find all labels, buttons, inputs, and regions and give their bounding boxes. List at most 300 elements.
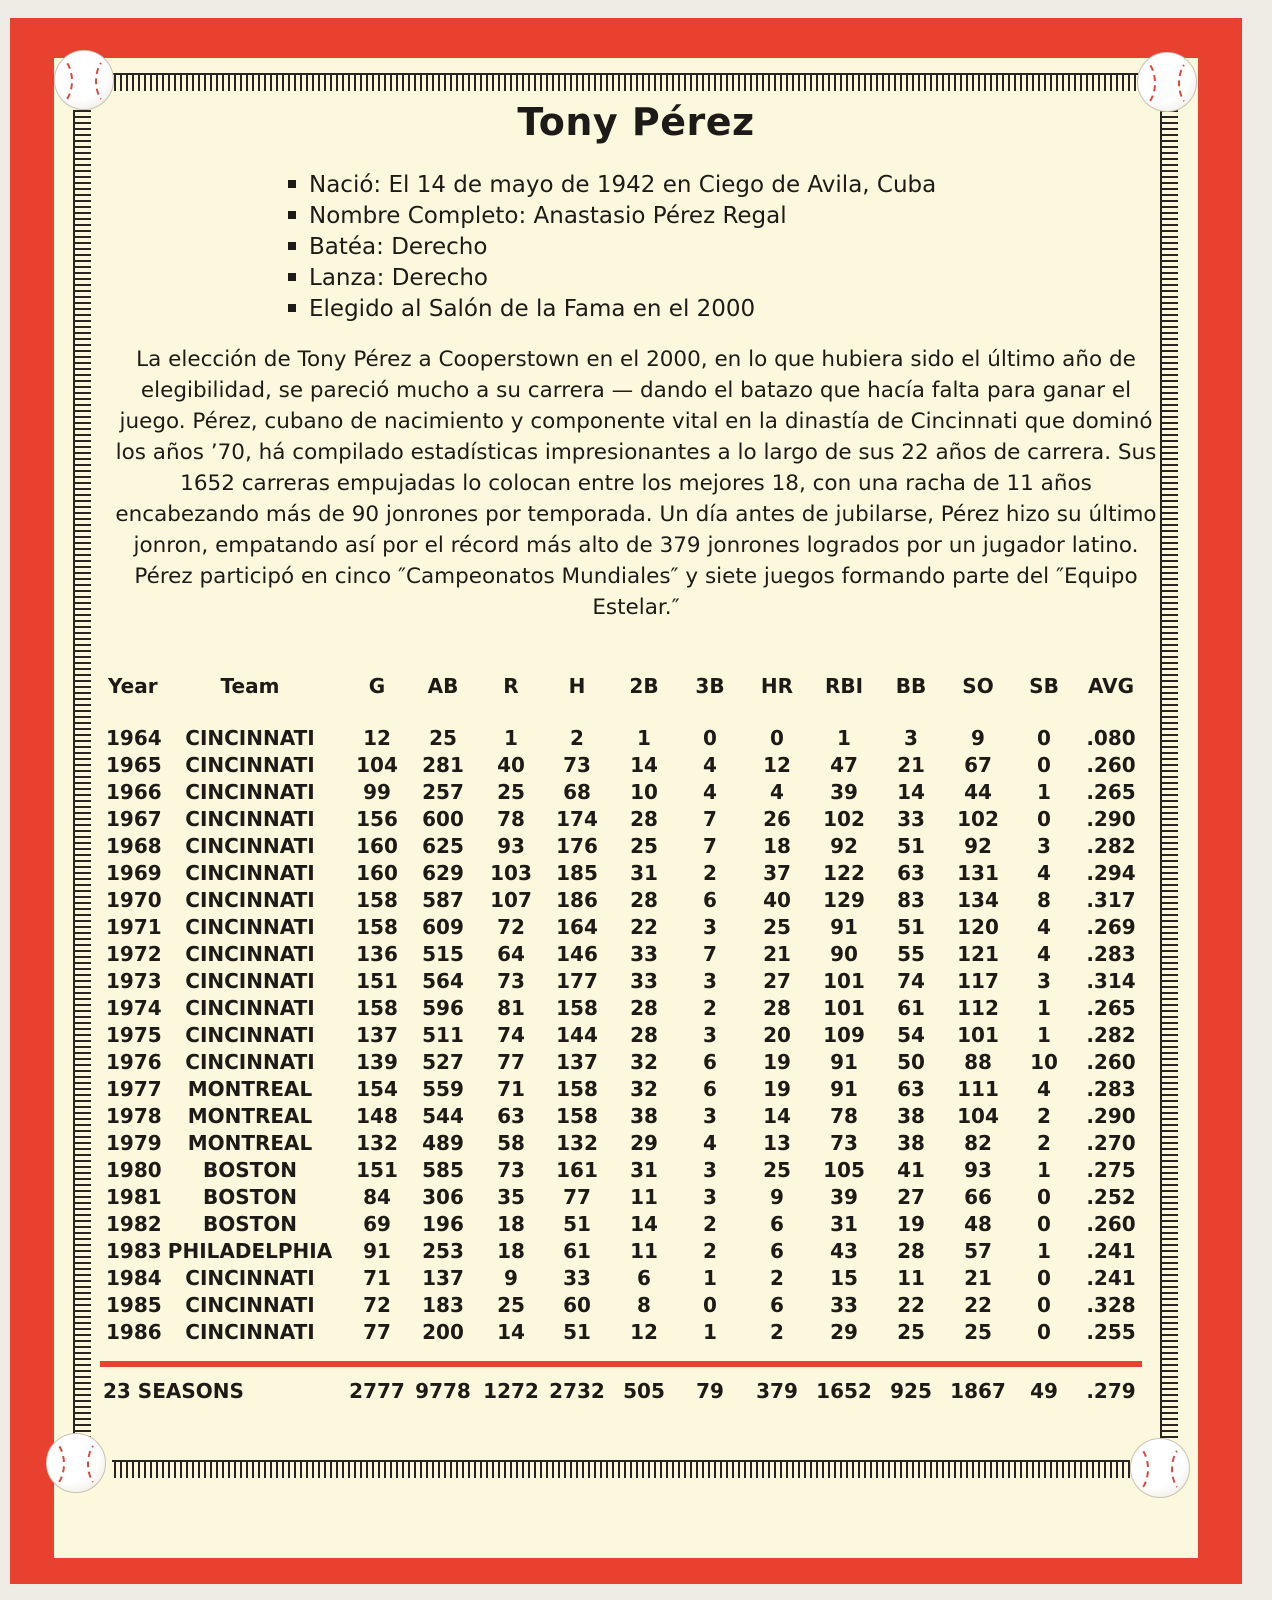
- table-cell: H: [568, 674, 586, 698]
- table-cell: 61: [897, 996, 925, 1020]
- table-cell: 158: [556, 996, 598, 1020]
- table-cell: 505: [623, 1379, 665, 1403]
- table-cell: 0: [703, 726, 717, 750]
- table-cell: 1986: [106, 1320, 162, 1344]
- table-cell: 71: [497, 1077, 525, 1101]
- table-cell: CINCINNATI: [185, 753, 315, 777]
- table-row: [0, 1050, 1272, 1074]
- table-cell: 1966: [106, 780, 162, 804]
- table-cell: 6: [770, 1239, 784, 1263]
- table-header: [0, 674, 1272, 698]
- table-cell: 6: [703, 1077, 717, 1101]
- table-cell: 14: [630, 753, 658, 777]
- table-cell: 28: [630, 888, 658, 912]
- table-cell: .241: [1086, 1239, 1136, 1263]
- table-row: [0, 1104, 1272, 1128]
- table-cell: 8: [1037, 888, 1051, 912]
- table-cell: 3: [703, 1185, 717, 1209]
- table-cell: 253: [422, 1239, 464, 1263]
- table-cell: 33: [563, 1266, 591, 1290]
- table-cell: 6: [637, 1266, 651, 1290]
- table-row: [0, 780, 1272, 804]
- table-cell: BB: [895, 674, 927, 698]
- table-cell: 35: [497, 1185, 525, 1209]
- table-cell: 527: [422, 1050, 464, 1074]
- table-row: [0, 969, 1272, 993]
- table-row: [0, 942, 1272, 966]
- table-cell: 1972: [106, 942, 162, 966]
- fact-item: Nombre Completo: Anastasio Pérez Regal: [288, 201, 936, 232]
- table-cell: 14: [763, 1104, 791, 1128]
- table-cell: 54: [897, 1023, 925, 1047]
- table-cell: 1965: [106, 753, 162, 777]
- table-cell: .290: [1086, 1104, 1136, 1128]
- table-cell: 121: [957, 942, 999, 966]
- table-cell: CINCINNATI: [185, 861, 315, 885]
- table-cell: 14: [497, 1320, 525, 1344]
- table-cell: 47: [830, 753, 858, 777]
- table-cell: 91: [830, 1050, 858, 1074]
- table-cell: 489: [422, 1131, 464, 1155]
- table-cell: 31: [630, 861, 658, 885]
- table-cell: 25: [763, 915, 791, 939]
- table-cell: 1652: [816, 1379, 872, 1403]
- table-row: [0, 1185, 1272, 1209]
- table-row: [0, 1077, 1272, 1101]
- table-cell: 28: [763, 996, 791, 1020]
- table-cell: 19: [897, 1212, 925, 1236]
- table-cell: 151: [356, 1158, 398, 1182]
- table-cell: 137: [422, 1266, 464, 1290]
- table-cell: 78: [830, 1104, 858, 1128]
- table-cell: 93: [497, 834, 525, 858]
- table-cell: 6: [703, 888, 717, 912]
- stitch-bottom: [112, 1460, 1130, 1478]
- table-cell: 25: [897, 1320, 925, 1344]
- table-cell: 1968: [106, 834, 162, 858]
- table-cell: 3: [703, 1023, 717, 1047]
- table-cell: SO: [962, 674, 994, 698]
- table-cell: 21: [897, 753, 925, 777]
- table-cell: 11: [630, 1185, 658, 1209]
- player-bio: La elección de Tony Pérez a Cooperstown en el 2000, en lo que hubiera sido el último año de elegibilidad, se pareció mucho a su carrera — dando el batazo que hacía falta para ganar el juego. Pérez, cubano de nacimiento y componente vital en la dinastía de Cincinnati que dominó los años ’70, há compilado estadísticas impresionantes a lo largo de sus 22 años de carrera. Sus 1652 carreras empujadas lo colocan entre los mejores 18, con una racha de 11 años encabezando más de 90 jonrones por temporada. Un día antes de jubilarse, Pérez hizo su último jonron, empatando así por el récord más alto de 379 jonrones logrados por un jugador latino. Pérez participó en cinco ″Campeonatos Mundiales″ y siete juegos formando parte del ″Equipo Estelar.″: [115, 347, 1157, 620]
- table-cell: 51: [897, 834, 925, 858]
- table-cell: 2: [570, 726, 584, 750]
- table-row: [0, 915, 1272, 939]
- table-cell: CINCINNATI: [185, 807, 315, 831]
- table-cell: 7: [703, 834, 717, 858]
- totals-divider: [100, 1361, 1142, 1367]
- table-cell: 82: [964, 1131, 992, 1155]
- table-cell: CINCINNATI: [185, 1266, 315, 1290]
- table-row: [0, 1320, 1272, 1344]
- table-cell: 144: [556, 1023, 598, 1047]
- table-cell: 544: [422, 1104, 464, 1128]
- table-cell: 88: [964, 1050, 992, 1074]
- table-cell: .314: [1086, 969, 1136, 993]
- fact-item: Nació: El 14 de mayo de 1942 en Ciego de Avila, Cuba: [288, 170, 936, 201]
- table-cell: CINCINNATI: [185, 942, 315, 966]
- table-cell: 174: [556, 807, 598, 831]
- table-row: [0, 807, 1272, 831]
- table-cell: 158: [356, 996, 398, 1020]
- baseball-icon-bottom-left: [46, 1433, 106, 1493]
- table-cell: 107: [490, 888, 532, 912]
- table-cell: 0: [1037, 1266, 1051, 1290]
- table-cell: 51: [563, 1320, 591, 1344]
- table-cell: 306: [422, 1185, 464, 1209]
- table-cell: 1: [703, 1266, 717, 1290]
- table-cell: 29: [630, 1131, 658, 1155]
- table-row: [0, 1239, 1272, 1263]
- table-cell: 10: [1030, 1050, 1058, 1074]
- table-cell: 1: [504, 726, 518, 750]
- table-cell: .282: [1086, 1023, 1136, 1047]
- table-cell: 51: [563, 1212, 591, 1236]
- table-cell: 151: [356, 969, 398, 993]
- table-cell: .283: [1086, 1077, 1136, 1101]
- table-cell: .260: [1086, 753, 1136, 777]
- table-cell: 2: [770, 1320, 784, 1344]
- table-cell: 1867: [950, 1379, 1006, 1403]
- table-cell: 72: [497, 915, 525, 939]
- bullet-icon: [288, 242, 296, 250]
- table-cell: 33: [897, 807, 925, 831]
- table-cell: 1981: [106, 1185, 162, 1209]
- table-cell: 1: [1037, 1023, 1051, 1047]
- table-row: [0, 996, 1272, 1020]
- table-cell: 28: [630, 1023, 658, 1047]
- table-cell: 1: [1037, 996, 1051, 1020]
- table-cell: 137: [556, 1050, 598, 1074]
- table-row: [0, 834, 1272, 858]
- table-cell: 90: [830, 942, 858, 966]
- table-cell: R: [503, 674, 519, 698]
- table-cell: RBI: [824, 674, 864, 698]
- table-cell: 3: [703, 1158, 717, 1182]
- table-cell: 1: [1037, 1158, 1051, 1182]
- table-cell: 50: [897, 1050, 925, 1074]
- table-cell: 103: [490, 861, 532, 885]
- table-cell: 11: [630, 1239, 658, 1263]
- table-cell: 257: [422, 780, 464, 804]
- table-cell: 22: [964, 1293, 992, 1317]
- table-cell: 72: [363, 1293, 391, 1317]
- table-cell: 60: [563, 1293, 591, 1317]
- table-cell: 0: [770, 726, 784, 750]
- table-cell: 122: [823, 861, 865, 885]
- table-cell: 161: [556, 1158, 598, 1182]
- table-cell: 91: [363, 1239, 391, 1263]
- table-cell: 71: [363, 1266, 391, 1290]
- table-cell: 515: [422, 942, 464, 966]
- table-cell: 12: [363, 726, 391, 750]
- table-cell: 177: [556, 969, 598, 993]
- table-cell: 0: [1037, 1320, 1051, 1344]
- table-cell: 111: [957, 1077, 999, 1101]
- table-cell: .241: [1086, 1266, 1136, 1290]
- table-cell: BOSTON: [202, 1212, 298, 1236]
- table-cell: 79: [696, 1379, 724, 1403]
- table-cell: 102: [823, 807, 865, 831]
- table-cell: 18: [497, 1239, 525, 1263]
- table-cell: 3: [703, 915, 717, 939]
- table-cell: 19: [763, 1050, 791, 1074]
- table-cell: 33: [830, 1293, 858, 1317]
- table-cell: 63: [897, 1077, 925, 1101]
- table-cell: .265: [1086, 996, 1136, 1020]
- table-cell: 1971: [106, 915, 162, 939]
- table-cell: G: [368, 674, 386, 698]
- table-cell: Year: [108, 674, 158, 698]
- table-cell: 27: [763, 969, 791, 993]
- table-cell: 183: [422, 1293, 464, 1317]
- table-row: [0, 726, 1272, 750]
- table-cell: 11: [897, 1266, 925, 1290]
- table-cell: 0: [1037, 807, 1051, 831]
- table-cell: 22: [897, 1293, 925, 1317]
- table-cell: .260: [1086, 1212, 1136, 1236]
- table-cell: 1: [1037, 1239, 1051, 1263]
- table-cell: 101: [823, 969, 865, 993]
- table-cell: 6: [770, 1293, 784, 1317]
- table-cell: 3: [703, 969, 717, 993]
- table-cell: 9: [504, 1266, 518, 1290]
- table-cell: 31: [830, 1212, 858, 1236]
- table-cell: 4: [770, 780, 784, 804]
- table-cell: CINCINNATI: [185, 780, 315, 804]
- table-cell: .275: [1086, 1158, 1136, 1182]
- table-cell: 28: [630, 996, 658, 1020]
- table-cell: 7: [703, 942, 717, 966]
- table-cell: 91: [830, 915, 858, 939]
- table-cell: 44: [964, 780, 992, 804]
- table-cell: 33: [630, 942, 658, 966]
- table-cell: 6: [770, 1212, 784, 1236]
- table-cell: 61: [563, 1239, 591, 1263]
- bullet-icon: [288, 304, 296, 312]
- table-cell: 925: [890, 1379, 932, 1403]
- table-cell: 625: [422, 834, 464, 858]
- table-cell: BOSTON: [202, 1158, 298, 1182]
- table-cell: 32: [630, 1077, 658, 1101]
- table-cell: .265: [1086, 780, 1136, 804]
- table-cell: 2: [770, 1266, 784, 1290]
- table-cell: 4: [703, 753, 717, 777]
- table-cell: 4: [1037, 861, 1051, 885]
- table-cell: 1969: [106, 861, 162, 885]
- table-cell: .328: [1086, 1293, 1136, 1317]
- table-cell: 25: [964, 1320, 992, 1344]
- table-cell: 1: [1037, 780, 1051, 804]
- table-cell: 146: [556, 942, 598, 966]
- table-cell: 73: [830, 1131, 858, 1155]
- table-cell: 1: [637, 726, 651, 750]
- table-cell: 26: [763, 807, 791, 831]
- table-cell: 1964: [106, 726, 162, 750]
- table-cell: 137: [356, 1023, 398, 1047]
- table-cell: 1976: [106, 1050, 162, 1074]
- table-cell: CINCINNATI: [185, 996, 315, 1020]
- table-cell: 18: [763, 834, 791, 858]
- table-cell: 81: [497, 996, 525, 1020]
- table-cell: 196: [422, 1212, 464, 1236]
- table-cell: 77: [563, 1185, 591, 1209]
- table-cell: 101: [957, 1023, 999, 1047]
- table-cell: 131: [957, 861, 999, 885]
- table-cell: 83: [897, 888, 925, 912]
- table-cell: 132: [556, 1131, 598, 1155]
- table-cell: 31: [630, 1158, 658, 1182]
- table-cell: 6: [703, 1050, 717, 1074]
- baseball-icon-bottom-right: [1130, 1438, 1190, 1498]
- table-cell: 41: [897, 1158, 925, 1182]
- table-cell: 379: [756, 1379, 798, 1403]
- table-cell: 2: [703, 1212, 717, 1236]
- table-cell: 40: [497, 753, 525, 777]
- table-cell: 78: [497, 807, 525, 831]
- table-cell: 12: [630, 1320, 658, 1344]
- table-cell: 1980: [106, 1158, 162, 1182]
- table-cell: 154: [356, 1077, 398, 1101]
- table-cell: 4: [1037, 915, 1051, 939]
- table-cell: 186: [556, 888, 598, 912]
- table-cell: 120: [957, 915, 999, 939]
- table-cell: 28: [630, 807, 658, 831]
- table-cell: 67: [964, 753, 992, 777]
- table-cell: 158: [556, 1104, 598, 1128]
- table-cell: 1: [703, 1320, 717, 1344]
- table-cell: 8: [637, 1293, 651, 1317]
- table-cell: 66: [964, 1185, 992, 1209]
- table-cell: 74: [897, 969, 925, 993]
- table-cell: HR: [760, 674, 794, 698]
- table-cell: 55: [897, 942, 925, 966]
- table-cell: 14: [897, 780, 925, 804]
- table-cell: 609: [422, 915, 464, 939]
- table-cell: 0: [1037, 726, 1051, 750]
- table-cell: 587: [422, 888, 464, 912]
- table-cell: CINCINNATI: [185, 969, 315, 993]
- table-cell: 3: [1037, 834, 1051, 858]
- table-cell: 13: [763, 1131, 791, 1155]
- table-cell: CINCINNATI: [185, 915, 315, 939]
- table-cell: .294: [1086, 861, 1136, 885]
- table-cell: 1: [837, 726, 851, 750]
- table-cell: 25: [429, 726, 457, 750]
- table-cell: 37: [763, 861, 791, 885]
- table-row: [0, 753, 1272, 777]
- table-cell: 0: [1037, 1212, 1051, 1236]
- table-cell: 2: [703, 861, 717, 885]
- table-cell: .260: [1086, 1050, 1136, 1074]
- table-cell: 93: [964, 1158, 992, 1182]
- table-cell: 48: [964, 1212, 992, 1236]
- table-cell: 92: [964, 834, 992, 858]
- table-cell: 25: [497, 1293, 525, 1317]
- table-cell: .270: [1086, 1131, 1136, 1155]
- table-cell: 596: [422, 996, 464, 1020]
- table-cell: 92: [830, 834, 858, 858]
- table-cell: 73: [497, 969, 525, 993]
- table-row: [0, 888, 1272, 912]
- table-cell: 585: [422, 1158, 464, 1182]
- table-cell: 2: [703, 1239, 717, 1263]
- table-cell: 2: [1037, 1104, 1051, 1128]
- table-cell: 2: [703, 996, 717, 1020]
- table-cell: CINCINNATI: [185, 1023, 315, 1047]
- table-cell: .290: [1086, 807, 1136, 831]
- table-cell: 200: [422, 1320, 464, 1344]
- bullet-icon: [288, 180, 296, 188]
- table-cell: 102: [957, 807, 999, 831]
- table-cell: 69: [363, 1212, 391, 1236]
- table-cell: 3B: [695, 674, 725, 698]
- table-cell: 101: [823, 996, 865, 1020]
- totals-row: [0, 1379, 1272, 1403]
- table-cell: CINCINNATI: [185, 726, 315, 750]
- table-row: [0, 1131, 1272, 1155]
- fact-item: Batéa: Derecho: [288, 232, 936, 263]
- table-cell: 4: [703, 1131, 717, 1155]
- table-cell: 129: [823, 888, 865, 912]
- table-cell: 77: [497, 1050, 525, 1074]
- table-cell: 112: [957, 996, 999, 1020]
- table-cell: 1967: [106, 807, 162, 831]
- stitch-top: [112, 73, 1148, 91]
- table-cell: 156: [356, 807, 398, 831]
- table-cell: 2732: [549, 1379, 605, 1403]
- table-cell: 1970: [106, 888, 162, 912]
- table-cell: 77: [363, 1320, 391, 1344]
- table-cell: 3: [703, 1104, 717, 1128]
- fact-item: Lanza: Derecho: [288, 263, 936, 294]
- table-cell: 281: [422, 753, 464, 777]
- table-cell: BOSTON: [202, 1185, 298, 1209]
- table-cell: MONTREAL: [187, 1104, 313, 1128]
- table-cell: .080: [1086, 726, 1136, 750]
- table-cell: 25: [763, 1158, 791, 1182]
- table-cell: 27: [897, 1185, 925, 1209]
- table-cell: 0: [703, 1293, 717, 1317]
- table-cell: Team: [220, 674, 280, 698]
- table-cell: 64: [497, 942, 525, 966]
- table-cell: 1985: [106, 1293, 162, 1317]
- table-cell: 148: [356, 1104, 398, 1128]
- table-cell: 10: [630, 780, 658, 804]
- table-cell: 136: [356, 942, 398, 966]
- table-cell: 1975: [106, 1023, 162, 1047]
- table-cell: 21: [964, 1266, 992, 1290]
- table-cell: 12: [763, 753, 791, 777]
- table-row: [0, 1212, 1272, 1236]
- table-cell: 39: [830, 1185, 858, 1209]
- table-cell: 104: [957, 1104, 999, 1128]
- table-cell: .279: [1086, 1379, 1136, 1403]
- table-cell: 91: [830, 1077, 858, 1101]
- table-cell: 0: [1037, 1185, 1051, 1209]
- table-cell: MONTREAL: [187, 1077, 313, 1101]
- table-cell: 22: [630, 915, 658, 939]
- table-cell: 2B: [629, 674, 659, 698]
- table-cell: 25: [630, 834, 658, 858]
- table-cell: 38: [897, 1104, 925, 1128]
- table-cell: 104: [356, 753, 398, 777]
- table-cell: 4: [703, 780, 717, 804]
- table-cell: .255: [1086, 1320, 1136, 1344]
- table-cell: .282: [1086, 834, 1136, 858]
- table-cell: CINCINNATI: [185, 1320, 315, 1344]
